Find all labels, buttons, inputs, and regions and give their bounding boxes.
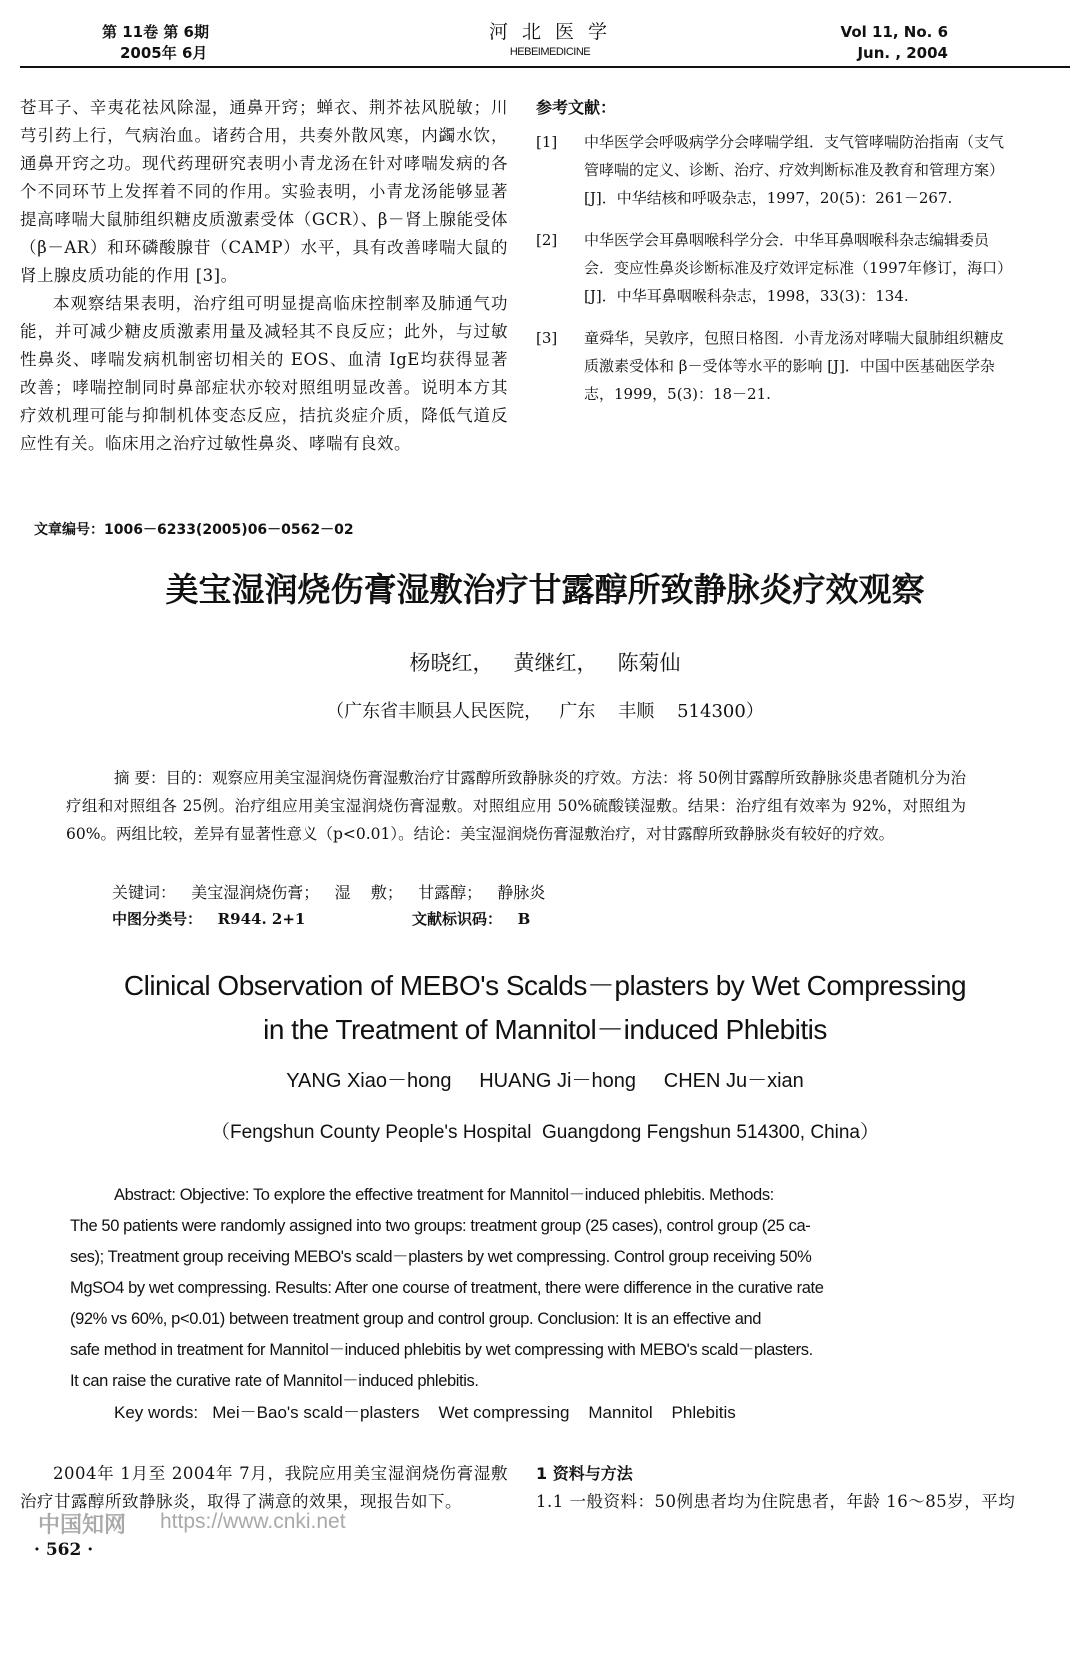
section-text: 1.1 一般资料：50例患者均为住院患者，年龄 16～85岁，平均 xyxy=(536,1492,1016,1511)
clc-number: 中图分类号： R944. 2+1 xyxy=(112,910,306,928)
references-title: 参考文献： xyxy=(536,98,617,117)
cnki-watermark-url: https://www.cnki.net xyxy=(160,1510,346,1533)
reference-item xyxy=(536,128,1014,212)
reference-number: [1] xyxy=(536,133,558,151)
authors-en: YANG Xiao－hong HUANG Ji－hong CHEN Ju－xian xyxy=(286,1070,804,1092)
volume-issue-en: Vol 11, No. 6 xyxy=(840,23,948,41)
section-title: 1 资料与方法 xyxy=(536,1464,633,1483)
prev-paragraph: 苍耳子、辛夷花祛风除湿，通鼻开窍；蝉衣、荆芥祛风脱敏；川芎引药上行，气病治血。诸药合用，共奏外散风寒，内蠲水饮，通鼻开窍之功。现代药理研究表明小青龙汤在针对哮喘发病的各个不同环节上发挥着不同的作用。实验表明，小青龙汤能够显著提高哮喘大鼠肺组织糖皮质激素受体（GCR）、β－肾上腺能受体（β－AR）和环磷酸腺苷（CAMP）水平，具有改善哮喘大鼠的肾上腺皮质功能的作用 [3]。 xyxy=(20,98,508,285)
publication-date: 2005年 6月 xyxy=(120,44,208,62)
reference-text: 中华医学会呼吸病学分会哮喘学组．支气管哮喘防治指南（支气管哮喘的定义、诊断、治疗、疗效判断标准及教育和管理方案）[J]．中华结核和呼吸杂志，1997，20(5)：261－267. xyxy=(584,133,1005,207)
reference-number: [2] xyxy=(536,231,558,249)
article-title-cn: 美宝湿润烧伤膏湿敷治疗甘露醇所致静脉炎疗效观察 xyxy=(165,570,925,609)
abstract-en-line: The 50 patients were randomly assigned into two groups: treatment group (25 cases), control group (25 ca- xyxy=(70,1217,811,1235)
reference-item xyxy=(536,324,1014,408)
affiliation-en: （Fengshun County People's Hospital Guangdong Fengshun 514300, China） xyxy=(210,1122,879,1143)
intro-paragraph: 2004年 1月至 2004年 7月，我院应用美宝湿润烧伤膏湿敷治疗甘露醇所致静脉炎，取得了满意的效果，现报告如下。 xyxy=(20,1464,508,1511)
affiliation-cn: （广东省丰顺县人民医院， 广东 丰顺 514300） xyxy=(326,701,764,722)
reference-text: 童舜华，吴敦序，包照日格图．小青龙汤对哮喘大鼠肺组织糖皮质激素受体和 β－受体等水平的影响 [J]．中国中医基础医学杂志，1999，5(3)：18－21. xyxy=(584,329,1005,403)
prev-article-body xyxy=(20,94,508,458)
keywords-cn: 关键词： 美宝湿润烧伤膏； 湿 敷； 甘露醇； 静脉炎 xyxy=(112,883,546,902)
document-code: 文献标识码： B xyxy=(412,910,531,928)
abstract-en-line: ses); Treatment group receiving MEBO's scald－plasters by wet compressing. Control group receiving 50% xyxy=(70,1248,812,1266)
date-en: Jun. , 2004 xyxy=(857,44,948,62)
prev-paragraph: 本观察结果表明，治疗组可明显提高临床控制率及肺通气功能，并可减少糖皮质激素用量及减轻其不良反应；此外，与过敏性鼻炎、哮喘发病机制密切相关的 EOS、血清 IgE均获得显著改善；哮喘控制同时鼻部症状亦较对照组明显改善。说明本方其疗效机理可能与抑制机体变态反应，拮抗炎症介质，降低气道反应性有关。临床用之治疗过敏性鼻炎、哮喘有良效。 xyxy=(20,294,508,453)
article-number: 文章编号：1006－6233(2005)06－0562－02 xyxy=(34,522,354,538)
reference-item xyxy=(536,226,1014,310)
header-center xyxy=(430,20,670,60)
reference-text: 中华医学会耳鼻咽喉科学分会．中华耳鼻咽喉科杂志编辑委员会．变应性鼻炎诊断标准及疗效评定标准（1997年修订，海口）[J]．中华耳鼻咽喉科杂志，1998，33(3)：134. xyxy=(584,231,1013,305)
authors-cn: 杨晓红， 黄继红， 陈菊仙 xyxy=(409,651,681,675)
abstract-en-line: MgSO4 by wet compressing. Results: After one course of treatment, there were difference in the curative rate xyxy=(70,1279,824,1297)
header-left xyxy=(102,22,209,64)
header-rule xyxy=(20,66,1070,68)
journal-name-en: HEBEIMEDICINE xyxy=(509,46,591,58)
keywords-en: Key words: Mei－Bao's scald－plasters Wet compressing Mannitol Phlebitis xyxy=(114,1403,736,1422)
cnki-watermark-logo: 中国知网 xyxy=(38,1513,127,1538)
article-title-en-line2: in the Treatment of Mannitol－induced Phlebitis xyxy=(263,1014,827,1045)
abstract-en-line: safe method in treatment for Mannitol－induced phlebitis by wet compressing with MEBO's scald－plasters. xyxy=(70,1341,813,1359)
volume-issue: 第 11卷 第 6期 xyxy=(102,23,209,41)
abstract-cn: 摘 要：目的：观察应用美宝湿润烧伤膏湿敷治疗甘露醇所致静脉炎的疗效。方法：将 50例甘露醇所致静脉炎患者随机分为治疗组和对照组各 25例。治疗组应用美宝湿润烧伤膏湿敷。对照组应用 50%硫酸镁湿敷。结果：治疗组有效率为 92%，对照组为 60%。两组比较，差异有显著性意义（p<0.01）。结论：美宝湿润烧伤膏湿敷治疗，对甘露醇所致静脉炎有较好的疗效。 xyxy=(66,769,966,843)
abstract-en-line: Abstract: Objective: To explore the effective treatment for Mannitol－induced phlebitis. Methods: xyxy=(114,1186,774,1204)
abstract-en xyxy=(70,1180,990,1397)
abstract-en-line: (92% vs 60%, p<0.01) between treatment group and control group. Conclusion: It is an effective and xyxy=(70,1310,762,1328)
article-title-en-line1: Clinical Observation of MEBO's Scalds－plasters by Wet Compressing xyxy=(123,970,967,1001)
page-number: · 562 · xyxy=(34,1540,94,1560)
reference-number: [3] xyxy=(536,329,558,347)
references xyxy=(536,94,1014,408)
abstract-en-line: It can raise the curative rate of Mannitol－induced phlebitis. xyxy=(70,1372,479,1390)
header-right xyxy=(838,22,948,64)
journal-name: 河 北 医 学 xyxy=(488,21,612,43)
